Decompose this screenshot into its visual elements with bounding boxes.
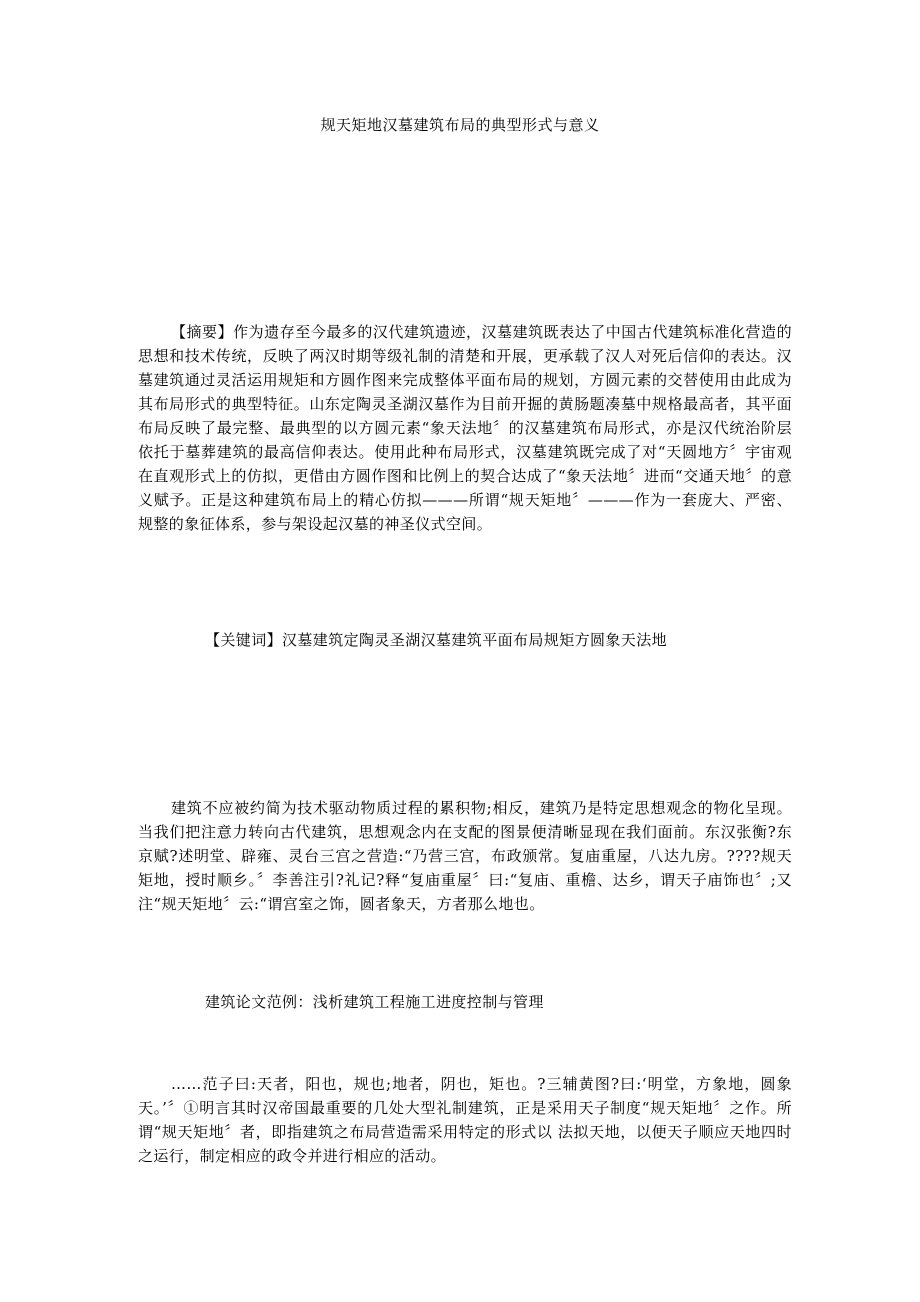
abstract-paragraph: 【摘要】作为遗存至今最多的汉代建筑遗迹，汉墓建筑既表达了中国古代建筑标准化营造的思想和技术传统，反映了两汉时期等级礼制的清楚和开展，更承载了汉人对死后信仰的表达。汉墓建筑通过灵活运用规矩和方圆作图来完成整体平面布局的规划，方圆元素的交替使用由此成为其布局形式的典型特征。山东定陶灵圣湖汉墓作为目前开掘的黄肠题凑墓中规格最高者，其平面布局反映了最完整、最典型的以方圆元素“象天法地〞的汉墓建筑布局形式，亦是汉代统治阶层依托于墓葬建筑的最高信仰表达。使用此种布局形式，汉墓建筑既完成了对“天圆地方〞宇宙观在直观形式上的仿拟，更借由方圆作图和比例上的契合达成了“象天法地〞进而“交通天地〞的意义赋予。正是这种建筑布局上的精心仿拟———所谓“规天矩地〞———作为一套庞大、严密、规整的象征体系，参与架设起汉墓的神圣仪式空间。 xyxy=(138,323,792,533)
body-paragraph-2: ……范子曰:天者，阳也，规也;地者，阴也，矩也。?三辅黄图?曰:‘明堂，方象地，圆象天。’〞①明言其时汉帝国最重要的几处大型礼制建筑，正是采用天子制度“规天矩地〞之作。所谓“规天矩地〞者，即指建筑之布局营造需采用特定的形式以 法拟天地，以便天子顺应天地四时之运行，制定相应的政令并进行相应的活动。 xyxy=(138,1075,792,1165)
keywords-line: 【关键词】汉墓建筑定陶灵圣湖汉墓建筑平面布局规矩方圆象天法地 xyxy=(205,631,668,649)
document-title: 规天矩地汉墓建筑布局的典型形式与意义 xyxy=(320,116,600,134)
body-paragraph-1: 建筑不应被约简为技术驱动物质过程的累积物;相反，建筑乃是特定思想观念的物化呈现。当我们把注意力转向古代建筑，思想观念内在支配的图景便清晰显现在我们面前。东汉张衡?东京赋?述明堂、辟雍、灵台三宫之营造:“乃营三宫，布政颁常。复庙重屋，八达九房。????规天矩地，授时顺乡。〞李善注引?礼记?释“复庙重屋〞曰:“复庙、重檐、达乡，谓天子庙饰也〞;又注“规天矩地〞云:“谓宫室之饰，圆者象天，方者那么地也。 xyxy=(138,799,792,913)
example-link-line: 建筑论文范例：浅析建筑工程施工进度控制与管理 xyxy=(205,993,544,1011)
